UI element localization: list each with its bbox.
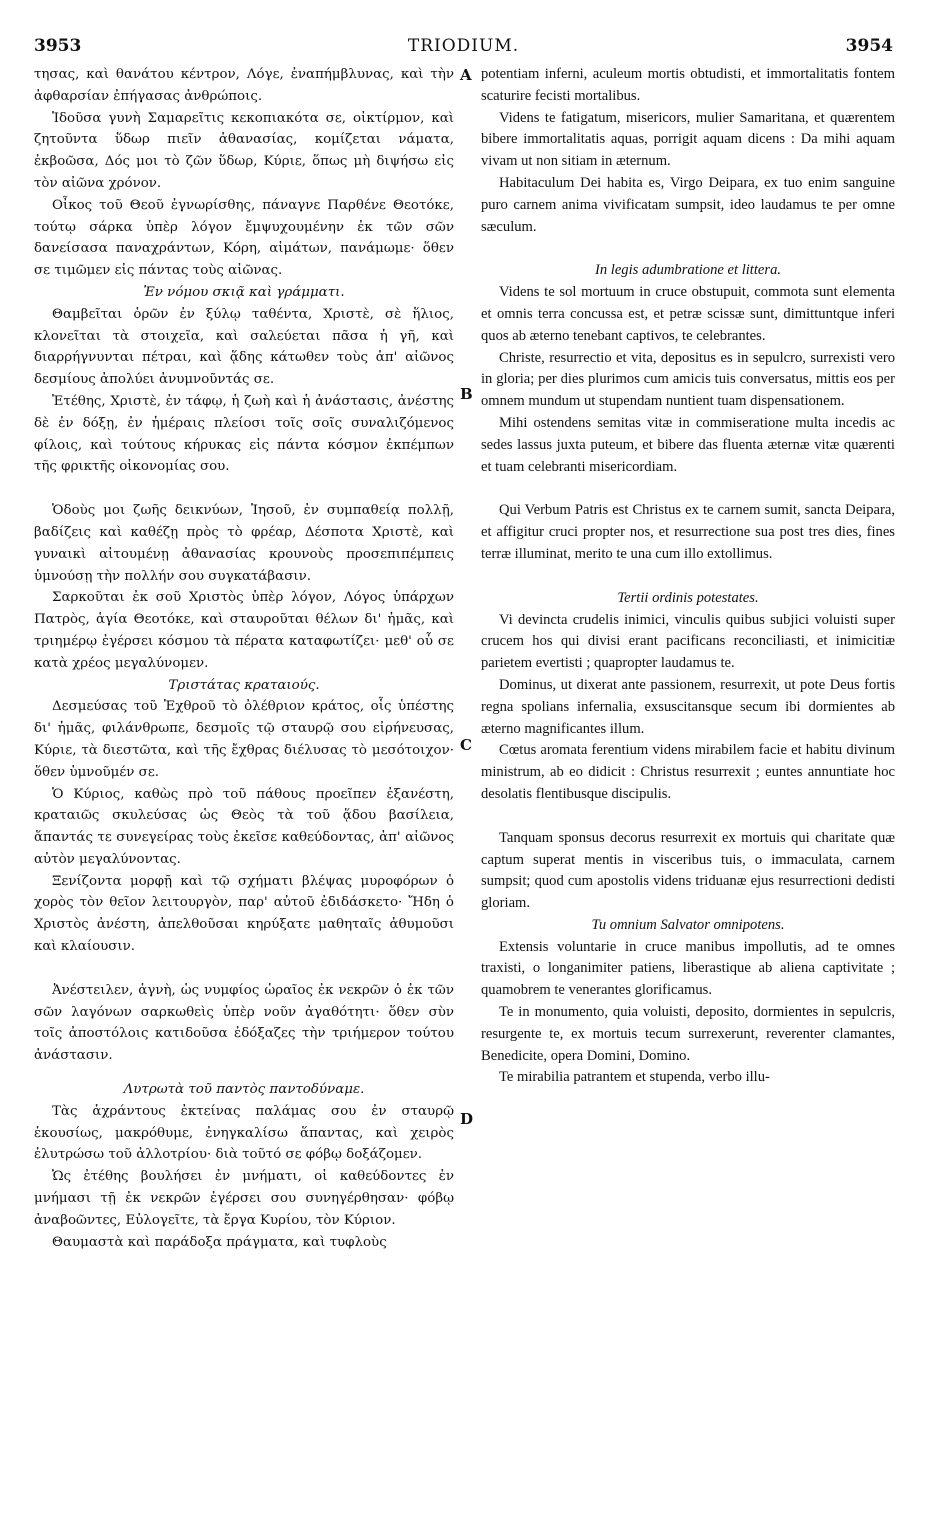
greek-paragraph: Σαρκοῦται ἐκ σοῦ Χριστὸς ὑπὲρ λόγον, Λόγος ὑπάρχων Πατρὸς, ἁγία Θεοτόκε, καὶ σταυροῦται θέλων δι' ἡμᾶς, καὶ τριημέρῳ ἐγέρσει κόσμου τὰ πέρατα καταφωτίζει· μεθ' οὗ σε κατὰ χρέος μεγαλύνομεν. — [34, 590, 454, 671]
latin-paragraph: Dominus, ut dixerat ante passionem, resurrexit, ut pote Deus fortis regna spolians infernalia, exsuscitansque secum ibi dormientes ab æterno magnificantes illum. — [481, 676, 895, 737]
latin-paragraph: Christe, resurrectio et vita, depositus es in sepulcro, surrexisti vero in gloria; per dies plurimos cum amicis tuis conversatus, mittis eos per omnem mundum ut stupendam nuntient tuam dispensationem. — [481, 349, 895, 410]
greek-paragraph: τησας, καὶ θανάτου κέντρον, Λόγε, ἐναπήμβλυνας, καὶ τὴν ἀφθαρσίαν ἐπήγασας ἀνθρώποις. — [34, 67, 454, 104]
latin-paragraph: Cœtus aromata ferentium videns mirabilem facie et habitu divinum ministrum, ab eo didicit : Christus resurrexit ; euntes annuntiate hoc desolatis flentibusque discipulis. — [481, 742, 895, 802]
greek-paragraph: Ξενίζοντα μορφῇ καὶ τῷ σχήματι βλέψας μυροφόρων ὁ χορὸς τὸν θεῖον λειτουργὸν, παρ' αὐτοῦ ἐδιδάσκετο· Ἤδη ὁ Χριστὸς ἀνέστη, ἀπελθοῦσαι κηρύξατε μαθηταῖς ἀθυμοῦσι καὶ κλαίουσιν. — [34, 873, 454, 955]
column-marker-d: D — [460, 1110, 474, 1128]
latin-paragraph: Tanquam sponsus decorus resurrexit ex mortuis qui charitate quæ captum superat mentis in visceribus tuis, o immaculata, carnem sumpsit; quod cum apostolis videns triduanæ ejus resurrectioni dedisti gloriam. — [481, 829, 895, 912]
latin-paragraph: Extensis voluntarie in cruce manibus impollutis, ad te omnes traxisti, o longanimiter patiens, liberastique ab aliena captivitate ; quamobrem te venerantes glorificamus. — [481, 938, 895, 999]
greek-spacer — [34, 958, 454, 980]
greek-paragraph: Ἐτέθης, Χριστὲ, ἐν τάφῳ, ἡ ζωὴ καὶ ἡ ἀνάστασις, ἀνέστης δὲ ἐν δόξῃ, ἐν ἡμέραις πλείοσι τοῖς σοῖς συναλιζόμενος φίλοις, καὶ τούτους κήρυκας εἰς πάντα κόσμον ἐκπέμπων τῆς φρικτῆς οἰκονομίας σου. — [34, 393, 454, 475]
latin-spacer — [481, 238, 895, 260]
greek-paragraph: Ἀνέστειλεν, ἁγνὴ, ὡς νυμφίος ὡραῖος ἐκ νεκρῶν ὁ ἐκ τῶν σῶν λαγόνων σαρκωθεὶς ὑπὲρ νοῦν ἀγαθότητι· ὅθεν σὺν τοῖς ἀποστόλοις κατιδοῦσα ἐδόξαζες τὴν τριήμερον τούτου ἀνάστασιν. — [34, 982, 454, 1064]
greek-paragraph: Ἰδοῦσα γυνὴ Σαμαρεῖτις κεκοπιακότα σε, οἰκτίρμον, καὶ ζητοῦντα ὕδωρ πιεῖν ἀθανασίας, κομίζεται νάματα, ἐκβοῶσα, Δός μοι τὸ ζῶν ὕδωρ, Κύριε, ὅπως μὴ διψήσω εἰς τὸν αἰῶνα χρόνον. — [34, 110, 454, 191]
greek-paragraph: Ὡς ἐτέθης βουλήσει ἐν μνήματι, οἱ καθεύδοντες ἐν μνήμασι τῇ ἐκ νεκρῶν ἐγέρσει σου συνηγέρθησαν· φόβῳ ἀναβοῶντες, Εὐλογεῖτε, τὰ ἔργα Κυρίου, τὸν Κύριον. — [34, 1169, 454, 1228]
latin-paragraph: Videns te fatigatum, misericors, mulier Samaritana, et quærentem bibere immortalitatis aquas, porrigit aquam dicens : Da mihi aquam vivam ut non sitiam in æternum. — [481, 109, 895, 170]
latin-heading: Tertii ordinis potestates. — [617, 589, 759, 606]
latin-paragraph: Vi devincta crudelis inimici, vinculis quibus subjici voluisti super crucem hos qui divisi erant pacificans reconciliasti, et inimicitiæ parietem evertisti ; quapropter laudamus te. — [481, 611, 895, 672]
greek-paragraph: Θαμβεῖται ὁρῶν ἐν ξύλῳ ταθέντα, Χριστὲ, σὲ ἥλιος, κλονεῖται τὰ στοιχεῖα, καὶ σαλεύεται πᾶσα ἡ γῆ, καὶ διαρρήγνυνται πέτραι, καὶ ᾅδης κάτωθεν τοὺς ἀπ' αἰῶνος δεσμίους ἀπολύει ἀνυμνοῦντάς σε. — [34, 306, 454, 388]
latin-paragraph: Habitaculum Dei habita es, Virgo Deipara, ex tuo enim sanguine puro carnem anima vivificatam sumpsit, ideo laudamus te per omne sæculum. — [481, 174, 895, 235]
greek-paragraph: Δεσμεύσας τοῦ Ἐχθροῦ τὸ ὀλέθριον κράτος, οἷς ὑπέστης δι' ἡμᾶς, φιλάνθρωπε, δεσμοῖς τῷ σταυρῷ σου εἰρήνευσας, Κύριε, τὰ διεστῶτα, καὶ τῆς ἔχθρας διέλυσας τὸ μεσότοιχον· ὅθεν ὑμνοῦμέν σε. — [34, 699, 454, 780]
greek-paragraph: Οἶκος τοῦ Θεοῦ ἐγνωρίσθης, πάναγνε Παρθένε Θεοτόκε, τούτῳ σάρκα ὑπὲρ λόγον ἔμψυχουμένην ἐκ τῶν σῶν δανείσασα παναχράντων, Κόρη, αἱμάτων, πανάμωμε· ὅθεν σε τιμῶμεν εἰς πάντας τοὺς αἰῶνας. — [34, 197, 454, 279]
latin-spacer — [481, 806, 895, 828]
latin-column — [481, 64, 895, 1089]
page-number-left: 3953 — [34, 36, 82, 56]
greek-heading: Τριστάτας κραταιούς. — [168, 677, 320, 693]
latin-paragraph: potentiam inferni, aculeum mortis obtudisti, et immortalitatis fontem scaturire fecisti mortalibus. — [481, 66, 895, 104]
page-header — [34, 36, 893, 60]
greek-column — [34, 64, 454, 1253]
greek-spacer — [34, 1067, 454, 1079]
latin-paragraph: Mihi ostendens semitas vitæ in commiseratione multa incedis ac sedes lassus juxta puteum, et bibere das fluenta æternæ vitæ quærenti et tuam celebranti misericordiam. — [481, 414, 895, 475]
greek-heading: Λυτρωτὰ τοῦ παντὸς παντοδύναμε. — [123, 1082, 365, 1098]
column-marker-a: A — [460, 66, 472, 84]
greek-paragraph: Τὰς ἀχράντους ἐκτείνας παλάμας σου ἐν σταυρῷ ἑκουσίως, μακρόθυμε, ἐνηγκαλίσω ἅπαντας, καὶ χειρὸς ἐλυτρώσω τοῦ ἀλλοτρίου· διὰ τοῦτό σε φόβῳ δοξάζομεν. — [34, 1103, 454, 1163]
greek-paragraph: Θαυμαστὰ καὶ παράδοξα πράγματα, καὶ τυφλοὺς — [52, 1234, 387, 1250]
greek-heading: Ἐν νόμου σκιᾷ καὶ γράμματι. — [143, 284, 345, 300]
latin-spacer — [481, 478, 895, 500]
greek-paragraph: Ὁ Κύριος, καθὼς πρὸ τοῦ πάθους προεῖπεν ἐξανέστη, κραταιῶς σκυλεύσας ὡς Θεὸς τὰ τοῦ ᾅδου βασίλεια, ἅπαντάς τε συνεγείρας τοὺς ἐκεῖσε καθεύδοντας, ἀπ' αἰῶνος αὐτὸν μεγαλύνοντας. — [34, 786, 454, 867]
greek-paragraph: Ὁδοὺς μοι ζωῆς δεικνύων, Ἰησοῦ, ἐν συμπαθείᾳ πολλῇ, βαδίζεις καὶ καθέζῃ πρὸς τὸ φρέαρ, Δέσποτα Χριστὲ, καὶ γυναικὶ αἰτουμένῃ ἀθανασίας κρουνοὺς προσεπιπέμπεις ὑμνούσῃ τὴν πολλήν σου συγκατάβασιν. — [34, 503, 454, 584]
latin-paragraph: Te mirabilia patrantem et stupenda, verbo illu- — [499, 1069, 770, 1086]
latin-spacer — [481, 566, 895, 588]
greek-spacer — [34, 478, 454, 500]
running-title: TRIODIUM. — [407, 36, 520, 56]
column-marker-c: C — [460, 736, 472, 754]
latin-paragraph: Videns te sol mortuum in cruce obstupuit, commota sunt elementa et omnis terra concussa est, et petræ scissæ sunt, dimittuntque inferi quos ab æterno tenebant captivos, te celebrantes. — [481, 284, 895, 344]
latin-paragraph: Qui Verbum Patris est Christus ex te carnem sumit, sancta Deipara, et affigitur cruci propter nos, et resurrectione sua post tres dies, fines terræ illuminat, merito te una cum illo extollimus. — [481, 502, 895, 562]
page-number-right: 3954 — [845, 36, 893, 56]
latin-paragraph: Te in monumento, quia voluisti, deposito, dormientes in sepulcris, resurgente te, ex mortuis tecum surrexerunt, reverenter clamantes, Benedicite, opera Domini, Domino. — [481, 1004, 895, 1064]
column-marker-b: B — [460, 385, 473, 403]
latin-heading: In legis adumbratione et littera. — [594, 262, 782, 279]
latin-heading: Tu omnium Salvator omnipotens. — [591, 916, 785, 933]
